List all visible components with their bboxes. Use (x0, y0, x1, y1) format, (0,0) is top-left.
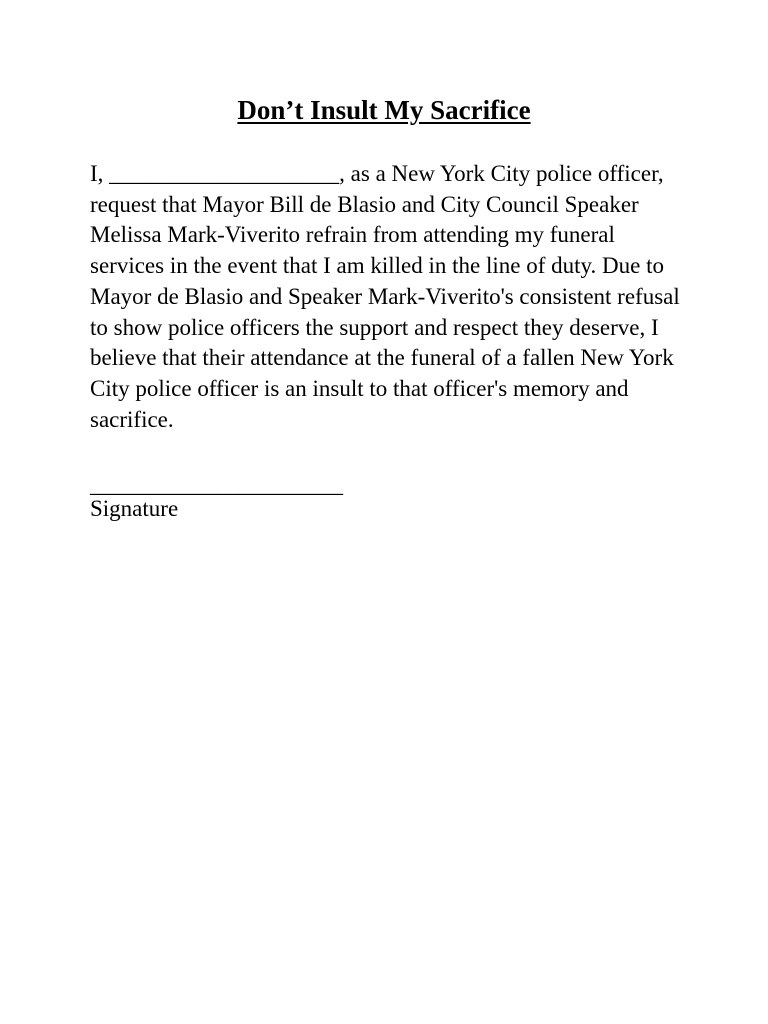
paragraph-line: I, ____________________, as a New York City police officer, (90, 161, 664, 186)
request-paragraph (90, 159, 690, 435)
paragraph-line: sacrifice. (90, 406, 174, 432)
paragraph-line: request that Mayor Bill de Blasio and City Council Speaker (90, 191, 639, 217)
signature-label: Signature (90, 496, 179, 521)
paragraph-line: believe that their attendance at the funeral of a fallen New York (90, 345, 674, 371)
paragraph-line: Mayor de Blasio and Speaker Mark-Viverito's consistent refusal (90, 283, 680, 309)
document-title: Don’t Insult My Sacrifice (237, 95, 531, 125)
signature-line: ______________________ (90, 472, 343, 497)
paragraph-line: to show police officers the support and respect they deserve, I (90, 314, 659, 340)
paragraph-line: services in the event that I am killed in the line of duty. Due to (90, 253, 664, 279)
paragraph-line: Melissa Mark-Viverito refrain from attending my funeral (90, 222, 615, 248)
paragraph-line: City police officer is an insult to that officer's memory and (90, 375, 629, 401)
